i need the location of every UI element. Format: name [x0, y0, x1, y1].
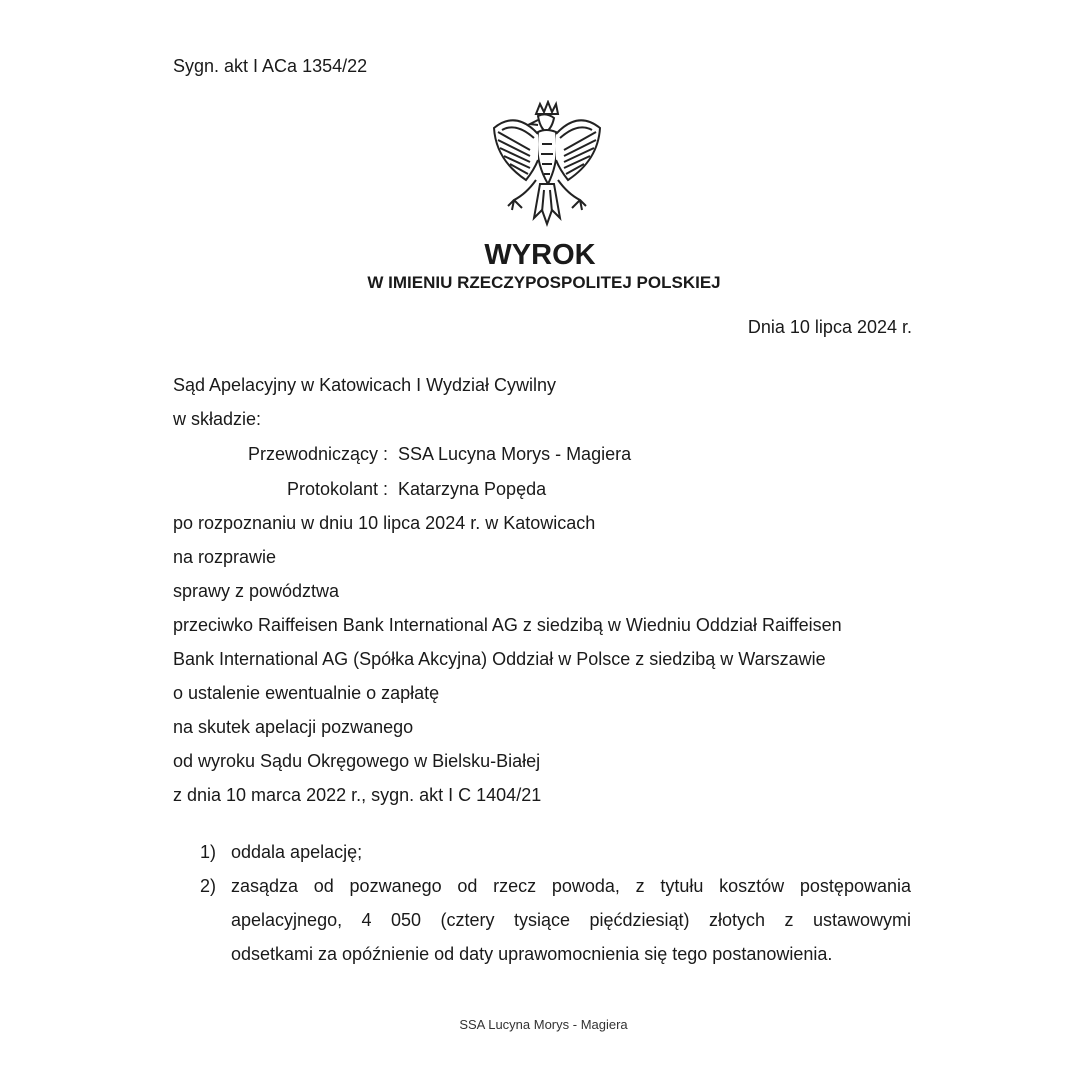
- court-name: Sąd Apelacyjny w Katowicach I Wydział Cywilny: [173, 375, 556, 395]
- presiding-judge-label: Przewodniczący :: [247, 444, 388, 464]
- judgment-date: Dnia 10 lipca 2024 r.: [747, 317, 912, 337]
- case-line: sprawy z powództwa: [173, 581, 340, 601]
- case-line: na skutek apelacji pozwanego: [173, 717, 414, 737]
- presiding-judge-name: SSA Lucyna Morys - Magiera: [398, 444, 632, 464]
- document-subtitle: W IMIENIU RZECZYPOSPOLITEJ POLSKIEJ: [367, 273, 721, 292]
- recorder-label: Protokolant :: [286, 479, 388, 499]
- ruling-text: oddala apelację;: [231, 842, 363, 862]
- polish-eagle-emblem-icon: [486, 100, 606, 228]
- ruling-text: apelacyjnego, 4 050 (cztery tysiące pięćdziesiąt) złotych z ustawowymi: [231, 910, 911, 930]
- case-line: od wyroku Sądu Okręgowego w Bielsku-Białej: [173, 751, 541, 771]
- ruling-number: 2): [200, 876, 217, 896]
- case-line: z dnia 10 marca 2022 r., sygn. akt I C 1404/21: [173, 785, 542, 805]
- case-line: po rozpoznaniu w dniu 10 lipca 2024 r. w Katowicach: [173, 513, 596, 533]
- ruling-text: zasądza od pozwanego od rzecz powoda, z tytułu kosztów postępowania: [231, 876, 911, 896]
- composition-label: w składzie:: [173, 409, 262, 429]
- case-line: na rozprawie: [173, 547, 277, 567]
- case-line: Bank International AG (Spółka Akcyjna) Oddział w Polsce z siedzibą w Warszawie: [173, 649, 826, 669]
- case-line: przeciwko Raiffeisen Bank International AG z siedzibą w Wiedniu Oddział Raiffeisen: [173, 615, 842, 635]
- ruling-text: odsetkami za opóźnienie od daty uprawomocnienia się tego postanowienia.: [231, 944, 833, 964]
- ruling-number: 1): [200, 842, 217, 862]
- case-signature: Sygn. akt I ACa 1354/22: [173, 56, 368, 76]
- footer-judge-signature: SSA Lucyna Morys - Magiera: [459, 1017, 628, 1032]
- document-title: WYROK: [484, 239, 596, 271]
- recorder-name: Katarzyna Popęda: [398, 479, 547, 499]
- case-line: o ustalenie ewentualnie o zapłatę: [173, 683, 440, 703]
